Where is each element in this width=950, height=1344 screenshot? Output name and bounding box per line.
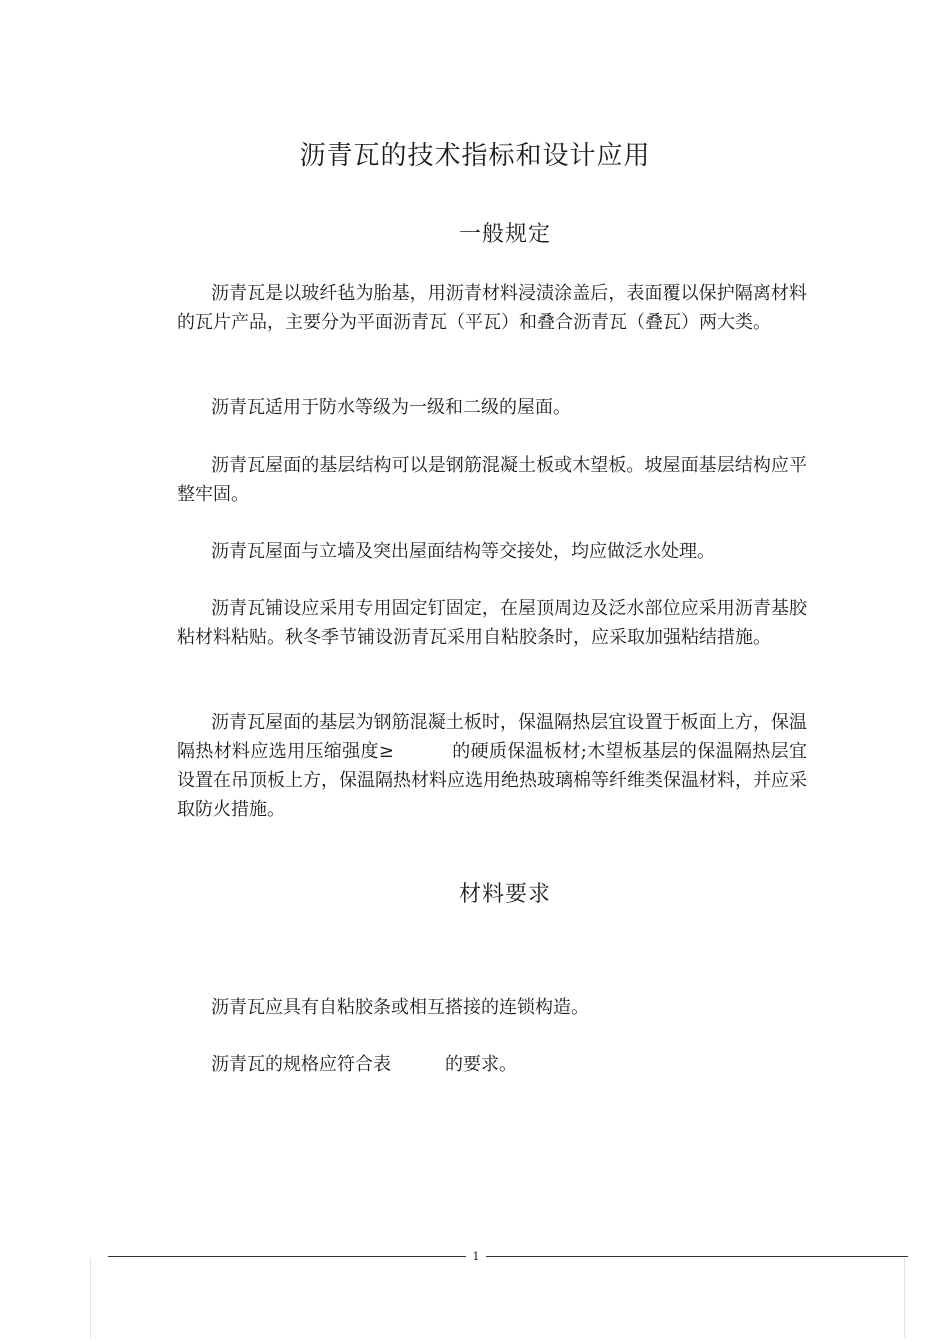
footer-box-left-edge [90,1258,91,1338]
paragraph-insulation [177,708,807,824]
footer-box-right-edge [904,1258,905,1338]
paragraph-interlock: 沥青瓦应具有自粘胶条或相互搭接的连锁构造。 [211,997,589,1018]
section-heading-general: 一般规定 [458,222,551,247]
footer-rule [108,1256,908,1257]
paragraph-specification-part2: 的要求。 [445,1054,517,1075]
document-title: 沥青瓦的技术指标和设计应用 [299,141,651,171]
paragraph-specification [177,1050,807,1079]
section-heading-materials: 材料要求 [458,882,551,907]
paragraph-flashing: 沥青瓦屋面与立墙及突出屋面结构等交接处，均应做泛水处理。 [211,541,715,562]
paragraph-base-structure: 沥青瓦屋面的基层结构可以是钢筋混凝土板或木望板。坡屋面基层结构应平整牢固。 [177,455,807,505]
paragraph-definition: 沥青瓦是以玻纤毡为胎基，用沥青材料浸渍涂盖后，表面覆以保护隔离材料的瓦片产品，主要分为平面沥青瓦（平瓦）和叠合沥青瓦（叠瓦）两大类。 [177,283,807,333]
paragraph-applicability: 沥青瓦适用于防水等级为一级和二级的屋面。 [211,397,571,418]
paragraph-insulation-part1: 沥青瓦屋面的基层为钢筋混凝土板时，保温隔热层宜设置于板面上方，保温隔热材料应选用压缩强度≥ [177,712,807,762]
paragraph-fixing: 沥青瓦铺设应采用专用固定钉固定，在屋顶周边及泛水部位应采用沥青基胶粘材料粘贴。秋冬季节铺设沥青瓦采用自粘胶条时，应采取加强粘结措施。 [177,598,807,648]
paragraph-insulation-part2: 的硬质保温板材;木望板基层的保温隔热层宜设置在吊顶板上方，保温隔热材料应选用绝热玻璃棉等纤维类保温材料，并应采取防火措施。 [177,741,807,820]
page-number: 1 [466,1250,486,1264]
paragraph-specification-part1: 沥青瓦的规格应符合表 [211,1054,391,1075]
